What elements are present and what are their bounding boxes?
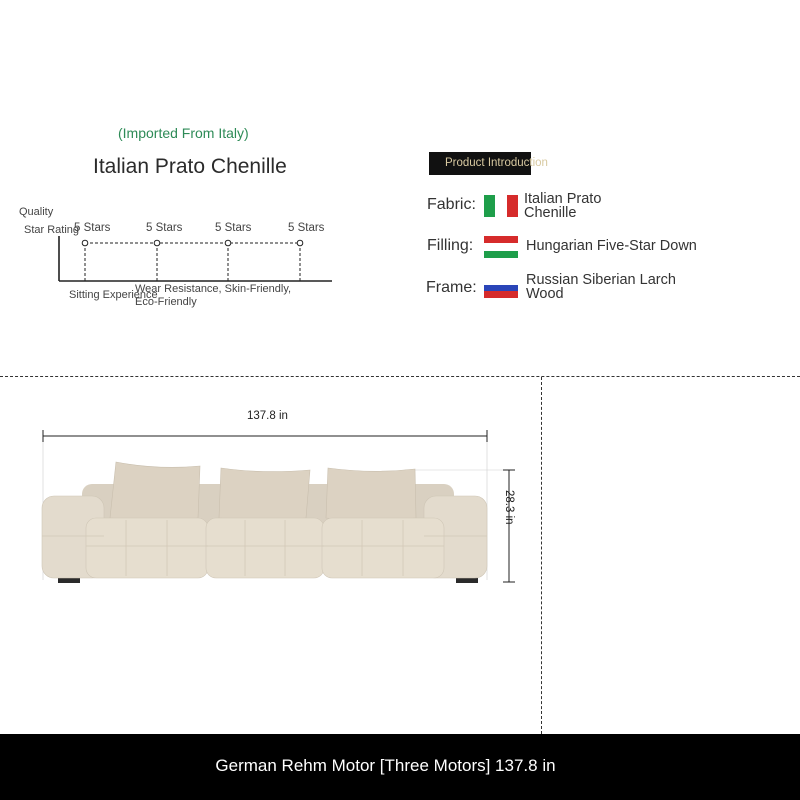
fabric-title: Italian Prato Chenille	[93, 155, 287, 178]
filling-value: Hungarian Five-Star Down	[526, 238, 697, 254]
fabric-value-line2: Chenille	[524, 205, 577, 221]
star-label: 5 Stars	[288, 222, 325, 234]
pillow	[326, 468, 416, 520]
pillow	[110, 462, 200, 520]
frame-label: Frame:	[426, 279, 477, 296]
fabric-value-line1: Italian Prato	[524, 191, 602, 207]
frame-value-line1: Russian Siberian Larch	[526, 272, 676, 288]
star-label: 5 Stars	[74, 222, 111, 234]
filling-label: Filling:	[427, 237, 474, 254]
star-label: 5 Stars	[215, 222, 252, 234]
seat-cushion	[322, 518, 444, 578]
y-axis-label-star-rating: Star Rating	[24, 224, 80, 236]
x-label-eco-friendly: Eco-Friendly	[135, 296, 197, 308]
width-dimension-label: 137.8 in	[247, 410, 288, 422]
seat-cushion	[86, 518, 208, 578]
fabric-label: Fabric:	[427, 196, 476, 213]
frame-value-line2: Wood	[526, 286, 564, 302]
height-dimension-label: 28.3 in	[503, 490, 515, 525]
intro-heading: Product Introduction	[445, 157, 548, 169]
footer-caption: German Rehm Motor [Three Motors] 137.8 in	[215, 756, 556, 775]
x-label-sitting-experience: Sitting Experience	[69, 289, 158, 301]
y-axis-label-quality: Quality	[19, 206, 54, 218]
x-label-wear-resistance: Wear Resistance, Skin-Friendly,	[135, 283, 292, 295]
seat-cushion	[206, 518, 324, 578]
imported-from-label: (Imported From Italy)	[118, 125, 249, 141]
pillow	[219, 468, 310, 520]
star-label: 5 Stars	[146, 222, 183, 234]
